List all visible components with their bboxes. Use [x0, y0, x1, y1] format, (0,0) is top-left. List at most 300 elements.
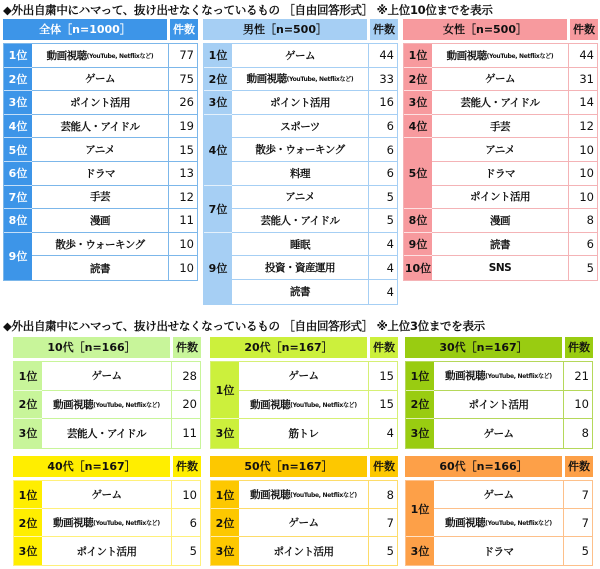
- item-cell: [32, 115, 169, 138]
- table-row: [239, 391, 397, 420]
- item-cell: [432, 115, 569, 138]
- table-header-title: 50代［n=167］: [210, 456, 367, 477]
- rank-label: 5位: [4, 138, 32, 162]
- table-header-title: 10代［n=166］: [13, 337, 170, 358]
- table-row: [432, 233, 597, 257]
- rank-label: 2位: [406, 391, 434, 420]
- table-row: [32, 209, 197, 233]
- table-header-count-label: 件数: [370, 337, 398, 358]
- count-cell: 44: [379, 48, 394, 63]
- rank-label: 1位: [406, 481, 434, 537]
- table-header: [3, 19, 198, 40]
- rank-label: 1位: [204, 44, 232, 68]
- item-label: アニメ: [285, 191, 315, 204]
- item-cell: [232, 186, 369, 209]
- item-label: ゲーム: [288, 517, 319, 529]
- item-label: 芸能人・アイドル: [260, 214, 340, 227]
- item-cell: [239, 419, 369, 448]
- count-cell: 11: [182, 426, 197, 441]
- item-cell: [434, 419, 564, 448]
- table-row: [32, 233, 197, 257]
- count-cell: 7: [386, 515, 394, 530]
- item-label: ゲーム: [288, 370, 319, 383]
- item-cell: [32, 186, 169, 209]
- rank-label: 1位: [4, 44, 32, 68]
- count-cell: 75: [179, 71, 194, 86]
- table-header: [405, 337, 593, 358]
- item-cell: [432, 209, 569, 232]
- item-rows: [42, 481, 200, 565]
- rank-label: 3位: [4, 91, 32, 115]
- item-rows: [42, 362, 200, 448]
- item-label: 動画視聴: [53, 517, 94, 529]
- item-cell: [232, 138, 369, 161]
- item-label: 動画視聴: [445, 517, 486, 529]
- item-label: 筋トレ: [288, 427, 319, 440]
- table-row: [32, 44, 197, 68]
- count-cell: 6: [586, 237, 594, 252]
- item-label: 料理: [290, 167, 310, 180]
- item-label: 散歩・ウォーキング: [55, 238, 145, 251]
- count-cell: 4: [386, 284, 394, 299]
- item-cell: [232, 209, 369, 232]
- count-cell: 8: [586, 213, 594, 228]
- rank-label: 4位: [4, 115, 32, 139]
- table-row: [432, 44, 597, 68]
- count-cell: 12: [579, 119, 594, 134]
- item-label: ポイント活用: [468, 398, 529, 411]
- item-cell: [434, 509, 564, 536]
- item-label: アニメ: [485, 144, 515, 157]
- item-cell: [232, 115, 369, 138]
- rank-label: 2位: [211, 509, 239, 537]
- rank-label: 1位: [14, 481, 42, 509]
- count-cell: 10: [579, 142, 594, 157]
- rank-label: 8位: [4, 209, 32, 233]
- rank-label: 9位: [404, 233, 432, 257]
- count-cell: 8: [581, 426, 589, 441]
- item-cell: [239, 509, 369, 536]
- table-header-title: 40代［n=167］: [13, 456, 170, 477]
- count-cell: 6: [386, 166, 394, 181]
- item-label: 散歩・ウォーキング: [255, 144, 345, 157]
- count-cell: 13: [179, 166, 194, 181]
- count-cell: 5: [386, 544, 394, 558]
- item-label: 動画視聴: [250, 398, 291, 411]
- count-cell: 33: [379, 71, 394, 86]
- item-rows: [434, 481, 592, 565]
- rank-label: 1位: [211, 481, 239, 509]
- item-cell: [32, 209, 169, 232]
- item-label: 芸能人・アイドル: [60, 120, 140, 133]
- count-cell: 6: [386, 119, 394, 134]
- rank-label: 3位: [14, 537, 42, 565]
- item-label: ゲーム: [485, 73, 515, 86]
- item-rows: [232, 44, 397, 304]
- item-cell: [32, 91, 169, 114]
- count-cell: 6: [189, 515, 197, 530]
- item-label: 手芸: [90, 191, 110, 204]
- ranking-table-age50: [210, 456, 398, 566]
- rank-column: [204, 44, 232, 304]
- table-row: [232, 162, 397, 186]
- table-header-count-label: 件数: [370, 456, 398, 477]
- count-cell: 5: [386, 189, 394, 204]
- count-cell: 26: [179, 95, 194, 110]
- item-cell: [32, 138, 169, 161]
- table-body: [13, 361, 201, 449]
- count-cell: 5: [189, 544, 197, 558]
- item-label: ドラマ: [85, 167, 115, 180]
- item-cell: [434, 481, 564, 508]
- count-cell: 4: [386, 237, 394, 252]
- item-rows: [239, 362, 397, 448]
- item-cell: [239, 391, 369, 419]
- item-label: ゲーム: [85, 73, 115, 86]
- item-label: 芸能人・アイドル: [460, 96, 540, 109]
- item-cell: [434, 537, 564, 565]
- item-cell: [32, 68, 169, 91]
- item-label: 漫画: [490, 214, 510, 227]
- item-label: 漫画: [90, 214, 110, 227]
- rank-label: 7位: [4, 186, 32, 210]
- item-label: ドラマ: [485, 167, 515, 180]
- item-label: 読書: [490, 238, 510, 251]
- rank-label: 5位: [404, 138, 432, 209]
- item-sublabel: (YouTube, Netflixなど): [486, 52, 554, 60]
- item-cell: [432, 138, 569, 161]
- count-cell: 5: [581, 544, 589, 558]
- table-row: [42, 391, 200, 420]
- rank-label: 7位: [204, 186, 232, 233]
- item-cell: [42, 537, 172, 565]
- item-label: 読書: [290, 286, 310, 299]
- item-cell: [42, 481, 172, 508]
- count-cell: 77: [179, 48, 194, 63]
- item-label: 動画視聴: [250, 489, 291, 501]
- table-row: [434, 391, 592, 420]
- item-cell: [434, 362, 564, 390]
- table-body: [203, 43, 398, 305]
- rank-label: 3位: [406, 537, 434, 565]
- table-row: [432, 256, 597, 280]
- count-cell: 7: [581, 487, 589, 502]
- table-header: [405, 456, 593, 477]
- table-row: [42, 481, 200, 509]
- table-body: [13, 480, 201, 566]
- item-cell: [239, 537, 369, 565]
- item-label: ポイント活用: [70, 96, 130, 109]
- table-row: [434, 362, 592, 391]
- count-cell: 10: [182, 487, 197, 502]
- item-sublabel: (YouTube, Netflixなど): [86, 52, 154, 60]
- count-cell: 7: [581, 515, 589, 530]
- item-label: ポイント活用: [273, 545, 334, 558]
- rank-label: 2位: [4, 68, 32, 92]
- table-header: [210, 456, 398, 477]
- count-cell: 28: [182, 368, 197, 383]
- item-cell: [42, 419, 172, 448]
- item-cell: [434, 391, 564, 419]
- count-cell: 10: [179, 261, 194, 276]
- rank-label: 9位: [204, 233, 232, 304]
- rank-column: [14, 362, 42, 448]
- count-cell: 4: [386, 426, 394, 441]
- count-cell: 12: [179, 189, 194, 204]
- count-cell: 19: [179, 119, 194, 134]
- item-rows: [434, 362, 592, 448]
- ranking-table-total: [3, 19, 198, 281]
- item-sublabel: (YouTube, Netflixなど): [286, 76, 354, 84]
- count-cell: 31: [579, 71, 594, 86]
- rank-label: 2位: [204, 68, 232, 92]
- item-cell: [32, 44, 169, 67]
- item-cell: [432, 44, 569, 67]
- item-label: ポイント活用: [470, 191, 530, 204]
- item-rows: [432, 44, 597, 280]
- rank-column: [211, 481, 239, 565]
- count-cell: 5: [586, 261, 594, 276]
- item-label: 読書: [90, 262, 110, 275]
- count-cell: 15: [379, 397, 394, 412]
- table-row: [432, 91, 597, 115]
- rank-label: 3位: [204, 91, 232, 115]
- table-body: [405, 480, 593, 566]
- item-label: ポイント活用: [76, 545, 137, 558]
- table-header: [203, 19, 398, 40]
- table-row: [432, 68, 597, 92]
- item-label: 動画視聴: [53, 398, 94, 411]
- item-cell: [232, 256, 369, 279]
- item-cell: [42, 362, 172, 390]
- rank-label: 2位: [14, 509, 42, 537]
- item-label: 動画視聴: [446, 49, 487, 62]
- item-cell: [32, 233, 169, 256]
- count-cell: 8: [386, 487, 394, 502]
- item-label: 動画視聴: [445, 370, 486, 383]
- table-row: [32, 162, 197, 186]
- item-cell: [239, 362, 369, 390]
- count-cell: 20: [182, 397, 197, 412]
- table-row: [434, 509, 592, 537]
- item-cell: [42, 391, 172, 419]
- item-sublabel: (YouTube, Netflixなど): [93, 520, 160, 527]
- item-rows: [32, 44, 197, 280]
- table-row: [32, 68, 197, 92]
- rank-column: [14, 481, 42, 565]
- count-cell: 6: [386, 142, 394, 157]
- count-cell: 16: [379, 95, 394, 110]
- table-header-count-label: 件数: [370, 19, 398, 40]
- table-header-title: 20代［n=167］: [210, 337, 367, 358]
- section2-title: ◆外出自粛中にハマって、抜け出せなくなっているもの ［自由回答形式］ ※上位3位までを表示: [3, 319, 485, 333]
- table-header-count-label: 件数: [170, 19, 198, 40]
- item-cell: [232, 280, 369, 304]
- table-header-title: 30代［n=167］: [405, 337, 562, 358]
- table-row: [32, 138, 197, 162]
- rank-column: [406, 362, 434, 448]
- ranking-table-female: [403, 19, 598, 281]
- count-cell: 5: [386, 213, 394, 228]
- table-header-count-label: 件数: [173, 337, 201, 358]
- table-body: [210, 480, 398, 566]
- table-row: [232, 115, 397, 139]
- count-cell: 10: [179, 237, 194, 252]
- rank-label: 3位: [211, 419, 239, 448]
- rank-label: 3位: [406, 419, 434, 448]
- table-row: [239, 419, 397, 448]
- table-row: [42, 362, 200, 391]
- table-header-count-label: 件数: [173, 456, 201, 477]
- item-sublabel: (YouTube, Netflixなど): [485, 373, 552, 381]
- table-row: [434, 481, 592, 509]
- table-row: [239, 481, 397, 509]
- ranking-table-age10: [13, 337, 201, 449]
- table-row: [239, 537, 397, 565]
- ranking-table-age40: [13, 456, 201, 566]
- table-row: [239, 509, 397, 537]
- item-cell: [432, 162, 569, 185]
- item-cell: [432, 91, 569, 114]
- count-cell: 21: [574, 368, 589, 383]
- item-label: スポーツ: [280, 120, 320, 133]
- table-row: [434, 419, 592, 448]
- table-header-count-label: 件数: [570, 19, 598, 40]
- table-header-title: 60代［n=166］: [405, 456, 562, 477]
- table-body: [403, 43, 598, 281]
- table-row: [239, 362, 397, 391]
- table-header: [210, 337, 398, 358]
- table-header-title: 女性［n=500］: [403, 19, 567, 40]
- rank-label: 3位: [14, 419, 42, 448]
- item-cell: [232, 44, 369, 67]
- item-cell: [232, 233, 369, 256]
- item-label: 睡眠: [290, 238, 310, 251]
- item-label: SNS: [488, 262, 512, 275]
- rank-column: [4, 44, 32, 280]
- section1-title: ◆外出自粛中にハマって、抜け出せなくなっているもの ［自由回答形式］ ※上位10位までを表示: [3, 3, 493, 17]
- table-row: [232, 256, 397, 280]
- item-label: 芸能人・アイドル: [66, 427, 147, 440]
- count-cell: 15: [379, 368, 394, 383]
- rank-label: 3位: [404, 91, 432, 115]
- item-cell: [232, 162, 369, 185]
- item-cell: [232, 68, 369, 91]
- table-row: [432, 209, 597, 233]
- count-cell: 14: [579, 95, 594, 110]
- table-row: [32, 186, 197, 210]
- item-cell: [432, 233, 569, 256]
- table-row: [432, 186, 597, 210]
- rank-label: 4位: [404, 115, 432, 139]
- ranking-table-age20: [210, 337, 398, 449]
- rank-label: 4位: [204, 115, 232, 186]
- table-row: [232, 68, 397, 92]
- rank-label: 10位: [404, 256, 432, 280]
- table-body: [3, 43, 198, 281]
- rank-label: 1位: [211, 362, 239, 419]
- count-cell: 10: [579, 166, 594, 181]
- count-cell: 10: [574, 397, 589, 412]
- item-label: ゲーム: [91, 370, 122, 383]
- count-cell: 4: [386, 260, 394, 275]
- item-label: ゲーム: [91, 489, 122, 501]
- count-cell: 44: [579, 48, 594, 63]
- table-header-count-label: 件数: [565, 456, 593, 477]
- table-row: [232, 186, 397, 210]
- item-cell: [239, 481, 369, 508]
- item-label: 動画視聴: [46, 49, 87, 62]
- item-sublabel: (YouTube, Netflixなど): [290, 492, 357, 499]
- item-label: 手芸: [490, 120, 510, 133]
- table-row: [232, 280, 397, 304]
- table-header-title: 全体［n=1000］: [3, 19, 167, 40]
- rank-column: [406, 481, 434, 565]
- item-label: ゲーム: [285, 49, 315, 62]
- table-header-title: 男性［n=500］: [203, 19, 367, 40]
- rank-column: [211, 362, 239, 448]
- item-sublabel: (YouTube, Netflixなど): [485, 520, 552, 527]
- item-label: アニメ: [85, 144, 115, 157]
- rank-label: 2位: [14, 391, 42, 420]
- rank-label: 1位: [406, 362, 434, 391]
- table-row: [42, 419, 200, 448]
- rank-label: 6位: [4, 162, 32, 186]
- count-cell: 10: [579, 189, 594, 204]
- table-row: [42, 509, 200, 537]
- table-row: [42, 537, 200, 565]
- item-cell: [232, 91, 369, 114]
- rank-label: 9位: [4, 233, 32, 280]
- ranking-table-age60: [405, 456, 593, 566]
- ranking-table-male: [203, 19, 398, 305]
- item-rows: [239, 481, 397, 565]
- item-label: 動画視聴: [246, 73, 287, 86]
- item-cell: [432, 256, 569, 280]
- table-row: [32, 91, 197, 115]
- item-label: ドラマ: [483, 545, 514, 558]
- item-label: 投資・資産運用: [265, 262, 335, 275]
- table-header: [403, 19, 598, 40]
- table-row: [232, 138, 397, 162]
- table-body: [210, 361, 398, 449]
- table-row: [32, 256, 197, 280]
- table-row: [232, 44, 397, 68]
- item-cell: [42, 509, 172, 536]
- item-label: ゲーム: [483, 427, 514, 440]
- table-header: [13, 337, 201, 358]
- rank-label: 3位: [211, 537, 239, 565]
- table-row: [432, 162, 597, 186]
- table-body: [405, 361, 593, 449]
- table-header: [13, 456, 201, 477]
- table-row: [232, 233, 397, 257]
- table-row: [432, 138, 597, 162]
- count-cell: 11: [179, 213, 194, 228]
- item-cell: [32, 162, 169, 185]
- rank-label: 1位: [404, 44, 432, 68]
- item-label: ゲーム: [483, 489, 514, 501]
- table-row: [232, 209, 397, 233]
- item-cell: [432, 186, 569, 209]
- table-row: [432, 115, 597, 139]
- item-sublabel: (YouTube, Netflixなど): [290, 401, 357, 409]
- item-cell: [32, 256, 169, 280]
- ranking-table-age30: [405, 337, 593, 449]
- rank-label: 2位: [404, 68, 432, 92]
- rank-column: [404, 44, 432, 280]
- table-row: [232, 91, 397, 115]
